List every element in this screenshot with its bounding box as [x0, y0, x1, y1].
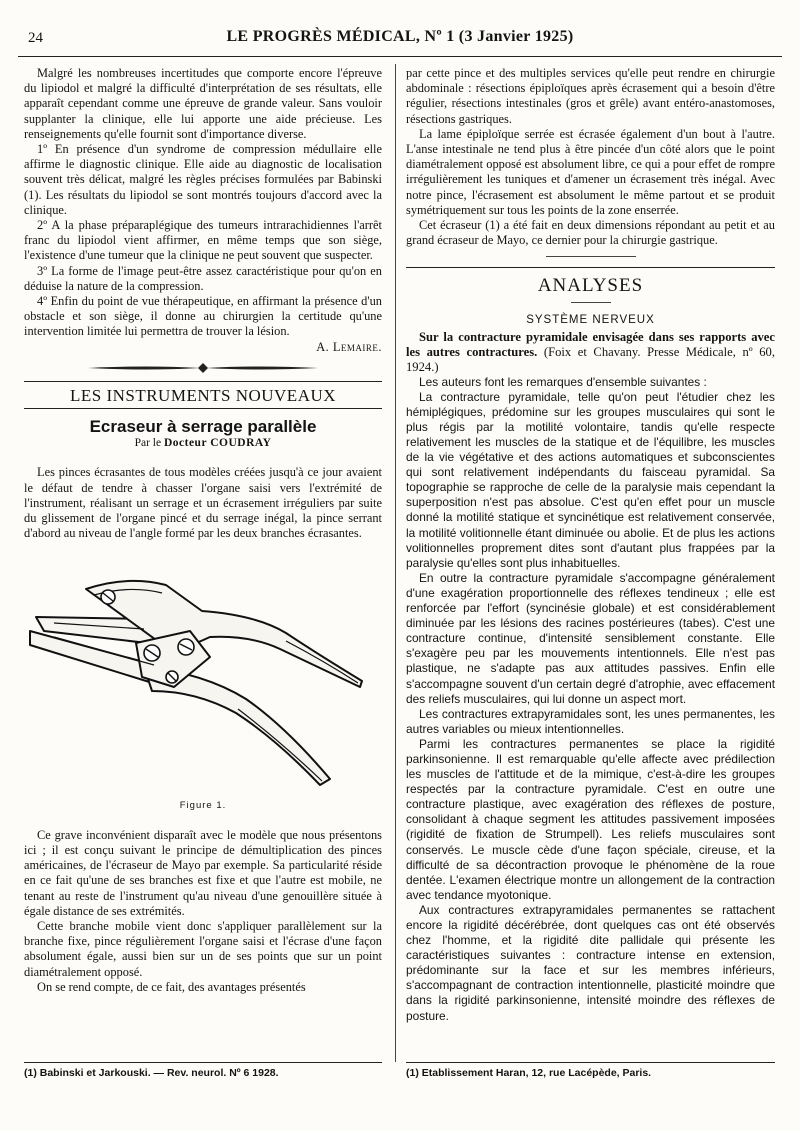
parallel-clamp-illustration — [24, 549, 382, 794]
page-header — [28, 28, 772, 50]
abstract-paragraph-intro: Les auteurs font les remarques d'ensemble suivantes : — [419, 374, 707, 389]
article-paragraph-3: Cette branche mobile vient donc s'appliquer parallèlement sur la branche fixe, pince régulièrement l'organe saisi et l'écrase d'une façon absolument égale, aussi bien sur un de ses points que sur un point diamétralement opposé. — [24, 918, 382, 979]
point-4: 4º Enfin du point de vue thérapeutique, en affirmant la présence d'un obstacle et son siège, il donne au chirurgien la certitude qu'une intervention limitée lui permettra de trouver la lésion. — [24, 294, 382, 339]
section-heading-box — [24, 381, 382, 409]
byline-author: Docteur COUDRAY — [163, 437, 272, 450]
author-signature: A. Lemaire. — [316, 339, 382, 354]
section-heading-analyses: ANALYSES — [537, 275, 644, 297]
abstract-paragraph-reflexes: En outre la contracture pyramidale s'accompagne généralement d'une exagération proportionnelle des réflexes tendineux ; elle est renforcée par l'effort (syncinésie globale) et est considérablement diminuée par les lésions des racines postérieures (tabes). C'est une contracture continue, d'intensité sensiblement constante. Elle s'exagère peu par les mouvements intentionnels. Elle n'est pas plastique, ne s'adapte pas aux attitudes passives. Enfin elle s'accompagne souvent d'un certain degré d'atrophie, avec effacement des reliefs musculaires, qui lui donne un aspect mort. — [406, 570, 775, 706]
article-paragraph-2: Ce grave inconvénient disparaît avec le modèle que nous présentons ici ; il est conçu suivant le principe de démultiplication des pinces américaines, de l'écraseur de Mayo par exemple. Sa particularité réside en ce fait qu'une de ses branches est fixe et que l'autre est mobile, ne tenant au reste de l'instrument qu'au niveau d'une genouillère située à égale distance de ses extrémités. — [24, 827, 382, 918]
figure-caption: Figure 1. — [179, 800, 227, 812]
point-3: 3º La forme de l'image peut-être assez caractéristique pour qu'on en déduise la nature de la compression. — [24, 263, 382, 293]
abstract-title: Sur la contracture pyramidale envisagée dans ses rapports avec les autres contractures. (Foix et Chavany. Presse Médicale, nº 60, 1924.) — [406, 329, 775, 374]
article-paragraph-1: Les pinces écrasantes de tous modèles créées jusqu'à ce jour avaient le défaut de tendre à chasser l'organe saisi vers l'extrémité de l'instrument, réalisant un serrage et un écrasement irréguliers par suite du glissement de l'organe pincé et du serrage inégal, la pince serrant d'abord au niveau de l'angle formé par les deux branches écrasantes. — [24, 465, 382, 541]
point-1: 1º En présence d'un syndrome de compression médullaire elle affirme le diagnostic clinique. Elle aide au diagnostic de localisation souvent très délicat, malgré les règles précises formulées par Babinski (1). Les résultats du lipiodol se sont montrés toujours d'accord avec la clinique. — [24, 142, 382, 217]
intro-paragraph: Malgré les nombreuses incertitudes que comporte encore l'épreuve du lipiodol et malgré la difficulté d'interprétation de ses résultats, elle apparaît cependant comme une épreuve de grande valeur. Sans vouloir supplanter la clinique, elle lui apporte une aide précieuse. Les renseignements qu'elle fournit sont d'importance diverse. — [24, 66, 382, 141]
figure-surgical-clamp — [24, 549, 382, 794]
abstract-paragraph-parkinsonian: Parmi les contractures permanentes se place la rigidité parkinsonienne. Il est remarquable qu'elle affecte avec prédilection les muscles de l'attitude et de la mimique, c'est-à-dire les groupes respectés par la contracture pyramidale. C'est en outre une contracture plastique, avec exagération des réflexes de posture, consolidant à chaque segment les attitudes passivement imposées (rigidité de fixation de Strumpell). Les reliefs musculaires sont conservés. Le muscle cède d'une façon spéciale, cireuse, et la difficulté de sa décontraction provoque le phénomène de la roue dentée. L'examen électrique montre un allongement de la contraction avec tendance myotonique. — [406, 736, 775, 902]
footnote-rule-right — [406, 1062, 775, 1063]
journal-title: LE PROGRÈS MÉDICAL, Nº 1 (3 Janvier 1925) — [226, 28, 574, 45]
short-divider — [546, 256, 636, 257]
page-number: 24 — [28, 30, 43, 46]
continuation-paragraph-1: par cette pince et des multiples services qu'elle peut rendre en chirurgie abdominale : résections épiploïques après écrasement qui a besoin d'être régulier, résections intestinales (gros et grêle) avant entéro-anastomoses, résections gastriques. — [406, 66, 775, 126]
byline: Par le Docteur COUDRAY — [134, 437, 272, 450]
footnote-rule-left — [24, 1062, 382, 1063]
analyses-underline — [571, 302, 611, 303]
subsection-heading: SYSTÈME NERVEUX — [526, 313, 655, 326]
column-divider — [395, 64, 396, 1062]
article-title: Ecraseur à serrage parallèle — [89, 417, 317, 437]
analyses-top-rule — [406, 267, 775, 268]
section-heading-instruments: LES INSTRUMENTS NOUVEAUX — [69, 385, 337, 405]
footnote-right: (1) Etablissement Haran, 12, rue Lacépède, Paris. — [406, 1067, 652, 1079]
point-2: 2º A la phase préparaplégique des tumeurs intrarachidiennes l'arrêt franc du lipiodol vient affirmer, en même temps que son siège, l'existence d'une tumeur que la clinique ne peut souvent que suspecter. — [24, 218, 382, 263]
continuation-paragraph-3: Cet écraseur (1) a été fait en deux dimensions répondant au petit et au grand écraseur de Mayo, ce dernier pour la chirurgie gastrique. — [406, 218, 775, 248]
left-column — [24, 66, 382, 995]
abstract-paragraph-pyramidal: La contracture pyramidale, telle qu'on peut l'étudier chez les hémiplégiques, prédomine sur les groupes musculaires qui sont le plus régis par la motilité volontaire, tandis qu'elle respecte relativement les muscles de la statique et de l'équilibre, les muscles de la vie végétative et des actions automatiques et subconscientes qui sont relativement indépendants du faisceau pyramidal. Sa topographie se rapproche de celle de la paralysie mais cependant la superposition n'est pas absolue. C'est qu'en effet pour un muscle donné la motilité statique et syncinétique est relativement conservée, la motilité volitionnelle étant diminuée ou abolie. Et de plus les actions volitionnelles proprement dites sont d'autant plus frappées par la paralysie qu'elles sont plus inhabituelles. — [406, 389, 775, 570]
ornament-divider-icon — [88, 361, 318, 375]
right-column — [406, 66, 775, 1024]
article-paragraph-4: On se rend compte, de ce fait, des avantages présentés — [37, 979, 306, 994]
abstract-citation: (Foix et Chavany. Presse Médicale, nº 60, 1924.) — [406, 344, 775, 374]
abstract-paragraph-decerebrate: Aux contractures extrapyramidales permanentes se rattachent encore la rigidité décérébrée, dont quelques cas ont été observés chez l'homme, et la rigidité dite pallidale qui présente les caractéristiques suivantes : contracture intense en extension, prédominante sur la face et sur les membres inférieurs, s'accompagnant de contraction intentionnelle, plasticité moindre que dans la rigidité parkinsonienne, intensité moindre des réflexes de posture. — [406, 902, 775, 1023]
footnote-left: (1) Babinski et Jarkouski. — Rev. neurol. Nº 6 1928. — [24, 1067, 279, 1079]
continuation-paragraph-2: La lame épiploïque serrée est écrasée également d'un bout à l'autre. L'anse intestinale ne tend plus à être pincée d'un côté alors que le point diamétralement opposé est absolument libre, ce qui a pour effet de rompre irrégulièrement les tuniques et d'amener un écrasement très inégal. Avec notre pince, l'écrasement est absolument le même partout et se produit symétriquement sur tous les points de la zone enserrée. — [406, 126, 775, 217]
abstract-paragraph-extrapyramidal: Les contractures extrapyramidales sont, les unes permanentes, les autres variables ou mieux intentionnelles. — [406, 706, 775, 736]
header-rule — [18, 56, 782, 57]
